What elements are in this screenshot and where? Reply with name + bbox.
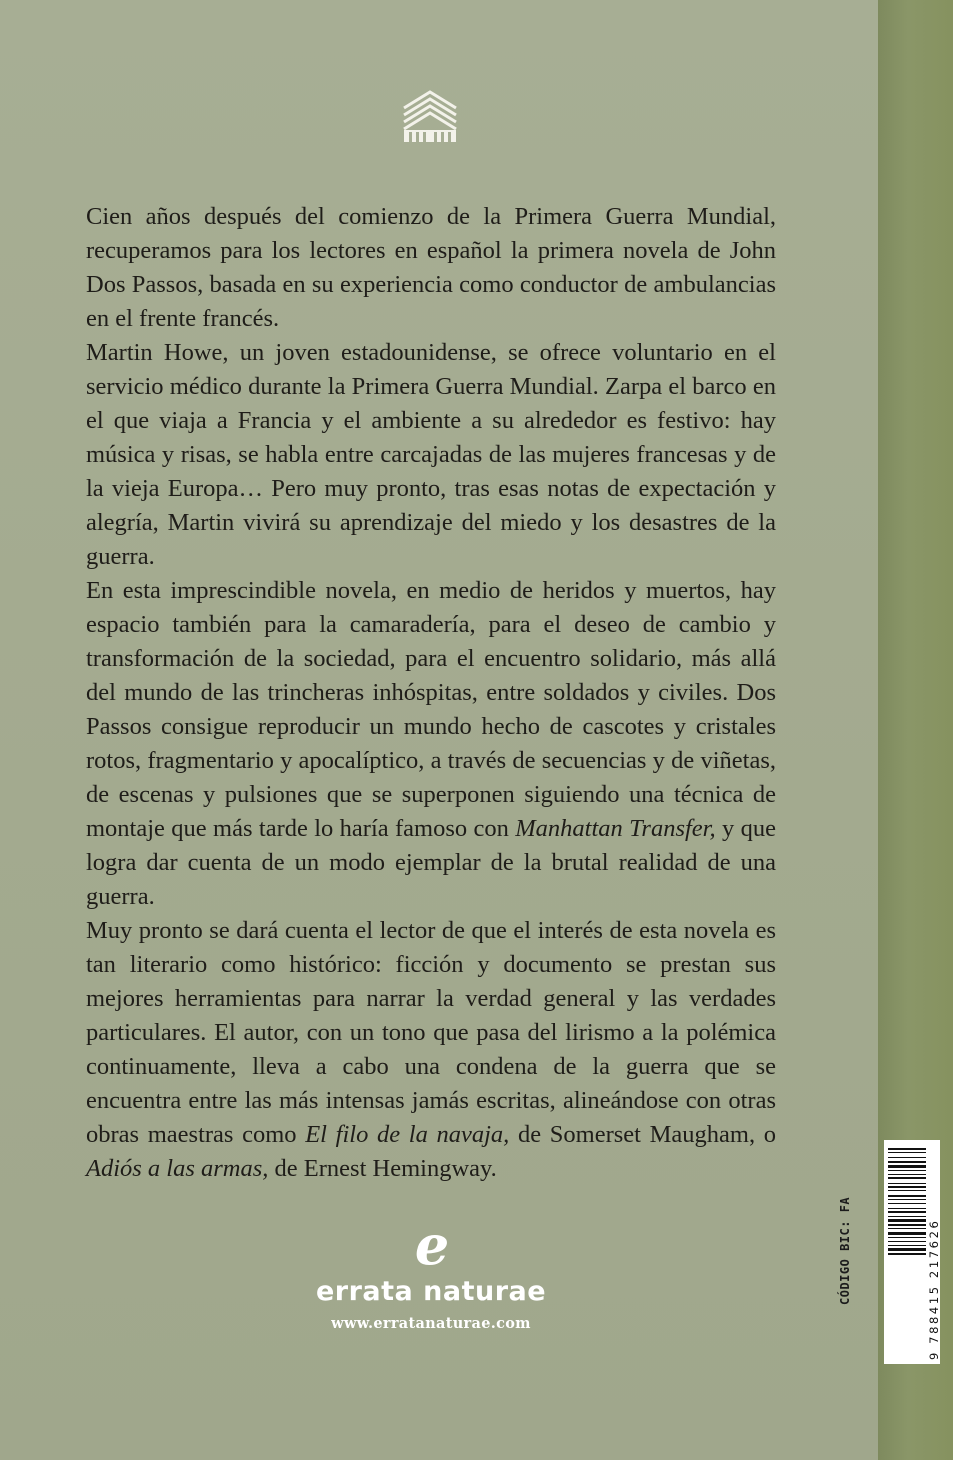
book-title-el-filo-de-la-navaja: El filo de la navaja, xyxy=(305,1121,510,1148)
barcode-bar xyxy=(888,1177,926,1179)
synopsis-paragraph-3: En esta imprescindible novela, en medio de heridos y muertos, hay espacio también para la camaradería, para el deseo de cambio y transformación de la sociedad, para el encuentro solidario, más allá del mundo de las trincheras inhóspitas, entre soldados y civiles. Dos Passos consigue reproducir un mundo hecho de cascotes y cristales rotos, fragmentario y apocalíptico, a través de secuencias y de viñetas, de escenas y pulsiones que se superponen siguiendo una técnica de montaje que más tarde lo haría famoso con Manhattan Transfer, y que logra dar cuenta de un modo ejemplar de la brutal realidad de una guerra. xyxy=(86,577,776,910)
barcode-bar xyxy=(888,1195,926,1197)
barcode-bar xyxy=(888,1224,926,1226)
bic-code: CÓDIGO BIC: FA xyxy=(838,1196,852,1305)
publisher-block xyxy=(300,1213,562,1332)
synopsis-text xyxy=(86,200,776,1186)
barcode-bar xyxy=(888,1161,926,1163)
publisher-name: errata naturae xyxy=(315,1276,547,1307)
book-title-adios-a-las-armas: Adiós a las armas, xyxy=(86,1155,269,1182)
barcode-bar xyxy=(888,1183,926,1184)
barcode-bar xyxy=(888,1216,926,1217)
barcode-bar xyxy=(888,1152,926,1153)
barcode-bar xyxy=(888,1190,926,1191)
barcode-bar xyxy=(888,1174,926,1175)
barcode-bar xyxy=(888,1232,926,1235)
barcode-bar xyxy=(888,1219,926,1222)
publisher-url: www.erratanaturae.com xyxy=(331,1315,531,1332)
barcode-bar xyxy=(888,1228,926,1229)
publisher-logo-icon: e xyxy=(414,1213,448,1277)
barcode-number: 9 788415 217626 xyxy=(927,1218,941,1360)
barcode-bar xyxy=(888,1241,926,1242)
barcode-bar xyxy=(888,1165,926,1168)
barcode-bar xyxy=(888,1248,926,1251)
barcode-bar xyxy=(888,1245,926,1246)
synopsis-paragraph-4: Muy pronto se dará cuenta el lector de que el interés de esta novela es tan literario como histórico: ficción y documento se prestan sus mejores herramientas para narrar la verdad general y las verdades particulares. El autor, con un tono que pasa del lirismo a la polémica continuamente, lleva a cabo una condena de la guerra que se encuentra entre las más intensas jamás escritas, alineándose con otras obras maestras como El filo de la navaja, de Somerset Maugham, o Adiós a las armas, de Ernest Hemingway. xyxy=(86,917,776,1182)
barcode-bar xyxy=(888,1237,926,1238)
barcode-bar xyxy=(888,1203,926,1204)
barcode-bar xyxy=(888,1208,926,1209)
barcode-bar xyxy=(888,1253,926,1255)
book-title-manhattan-transfer: Manhattan Transfer, xyxy=(515,815,716,842)
synopsis-paragraph-1: Cien años después del comienzo de la Primera Guerra Mundial, recuperamos para los lectores en español la primera novela de John Dos Passos, basada en su experiencia como conductor de ambulancias en el frente francés. xyxy=(86,203,776,332)
barcode-bar xyxy=(888,1211,926,1213)
barcode-bar xyxy=(888,1170,926,1171)
barcode-bar xyxy=(888,1148,926,1150)
barcode-bar xyxy=(888,1157,926,1158)
barcode-bar xyxy=(888,1186,926,1188)
collection-logo-icon xyxy=(401,88,459,144)
barcode-bar xyxy=(888,1199,926,1200)
synopsis-paragraph-2: Martin Howe, un joven estadounidense, se ofrece voluntario en el servicio médico durante la Primera Guerra Mundial. Zarpa el barco en el que viaja a Francia y el ambiente a su alrededor es festivo: hay música y risas, se habla entre carcajadas de las mujeres francesas y de la vieja Europa… Pero muy pronto, tras esas notas de expectación y alegría, Martin vivirá su aprendizaje del miedo y los desastres de la guerra. xyxy=(86,339,776,570)
